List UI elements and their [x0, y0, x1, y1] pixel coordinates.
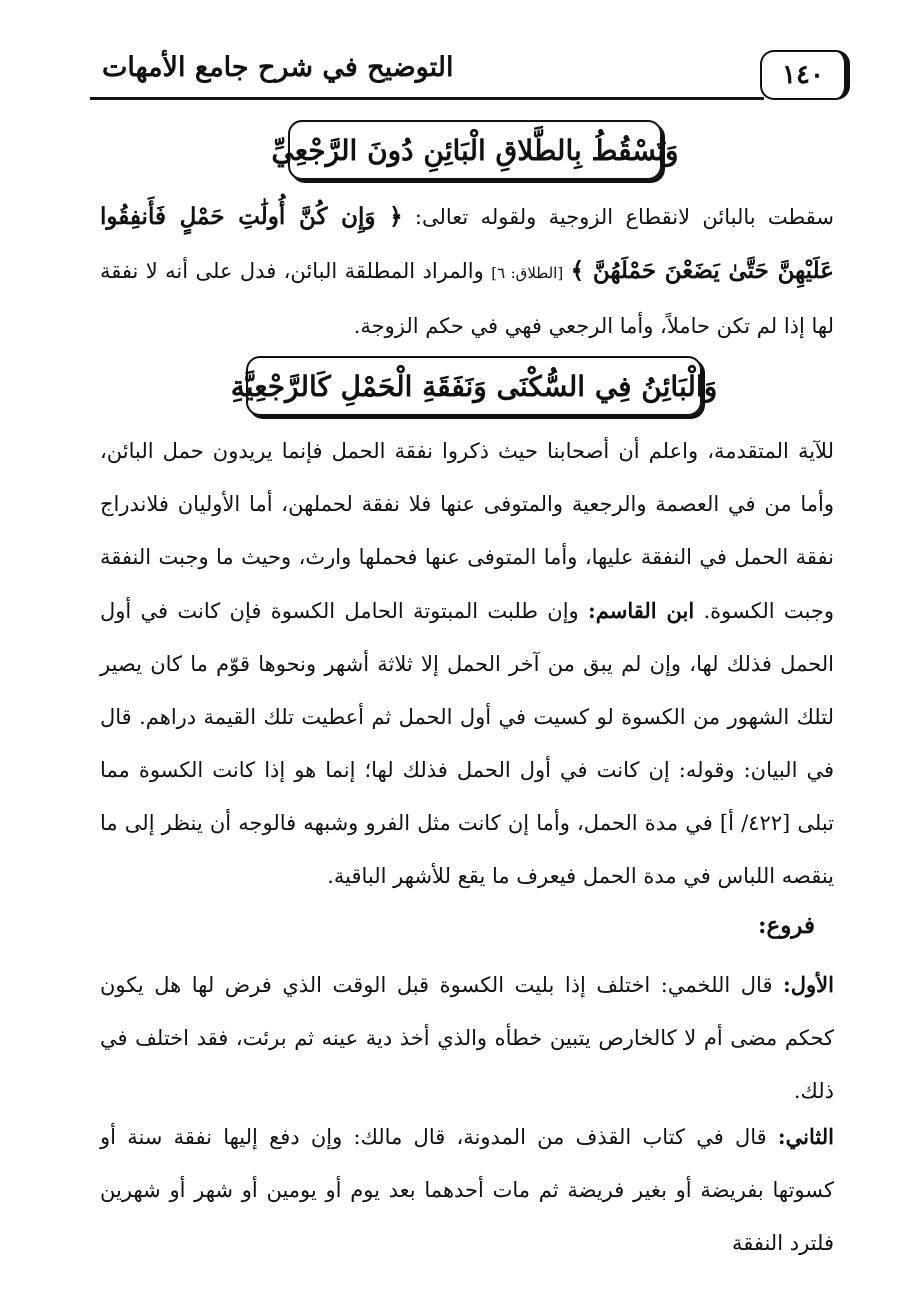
- section-subheading: فروع:: [757, 912, 815, 939]
- paragraph-4-text: قال في كتاب القذف من المدونة، قال مالك: وإن دفع إليها نفقة سنة أو كسوتها بفريضة أو بغير فريضة ثم مات أحدهما بعد يوم أو يومين أو شهر أو شهرين فلترد النفقة: [100, 1125, 834, 1255]
- item-label-first: الأول:: [783, 972, 834, 997]
- paragraph-3: [100, 958, 834, 1118]
- page-header: [90, 50, 850, 106]
- paragraph-1: [100, 190, 834, 353]
- page-number: ١٤٠: [760, 50, 850, 100]
- matn-heading-1: وَتَسْقُطُ بِالطَّلاقِ الْبَائِنِ دُونَ الرَّجْعِيِّ: [288, 120, 662, 180]
- scholar-name: ابن القاسم:: [588, 598, 695, 623]
- paragraph-1-rest: والمراد المطلقة البائن، فدل على أنه لا نفقة لها إذا لم تكن حاملاً، وأما الرجعي فهي في حكم الزوجة.: [100, 259, 834, 338]
- book-title: التوضيح في شرح جامع الأمهات: [102, 52, 454, 83]
- paragraph-2-part2: وإن طلبت المبتوتة الحامل الكسوة فإن كانت في أول الحمل فذلك لها، وإن لم يبق من آخر الحمل إلا ثلاثة أشهر ونحوها قوّم ما كان يصير لتلك الشهور من الكسوة لو كسيت في أول الحمل ثم أعطيت تلك القيمة دراهم. قال في البيان: وقوله: إن كانت في أول الحمل فذلك لها؛ إنما هو إذا كانت الكسوة مما تبلى [٤٢٢/ أ] في مدة الحمل، وأما إن كانت مثل الفرو وشبهه فالوجه أن ينظر إلى ما ينقصه اللباس في مدة الحمل فيعرف ما يقع للأشهر الباقية.: [100, 599, 834, 888]
- verse-citation: [الطلاق: ٦]: [491, 264, 564, 282]
- paragraph-2: [100, 425, 834, 903]
- paragraph-1-intro: سقطت بالبائن لانقطاع الزوجية ولقوله تعالى:: [414, 205, 834, 229]
- paragraph-2-part1: للآية المتقدمة، واعلم أن أصحابنا حيث ذكروا نفقة الحمل فإنما يريدون حمل البائن، وأما من في العصمة والرجعية والمتوفى عنها فلا نفقة لحملهن، أما الأوليان فلاندراج نفقة الحمل في النفقة عليها، وأما المتوفى عنها فحملها وارث، وحيث ما وجبت النفقة وجبت الكسوة.: [100, 439, 834, 623]
- paragraph-4: [100, 1110, 834, 1270]
- quran-verse: ﴿ وَإِن كُنَّ أُولَٰتِ حَمْلٍ فَأَنفِقُوا عَلَيْهِنَّ حَتَّىٰ يَضَعْنَ حَمْلَهُنَّ ﴾: [100, 203, 834, 284]
- paragraph-3-text: قال اللخمي: اختلف إذا بليت الكسوة قبل الوقت الذي فرض لها هل يكون كحكم مضى أم لا كالخارص يتبين خطأه والذي أخذ دية عينه ثم برئت، فقد اختلف في ذلك.: [100, 973, 834, 1103]
- item-label-second: الثاني:: [777, 1124, 834, 1149]
- matn-heading-2: وَالْبَائِنُ فِي السُّكْنَى وَنَفَقَةِ الْحَمْلِ كَالرَّجْعِيَّةِ: [246, 356, 702, 416]
- header-divider: [90, 97, 764, 100]
